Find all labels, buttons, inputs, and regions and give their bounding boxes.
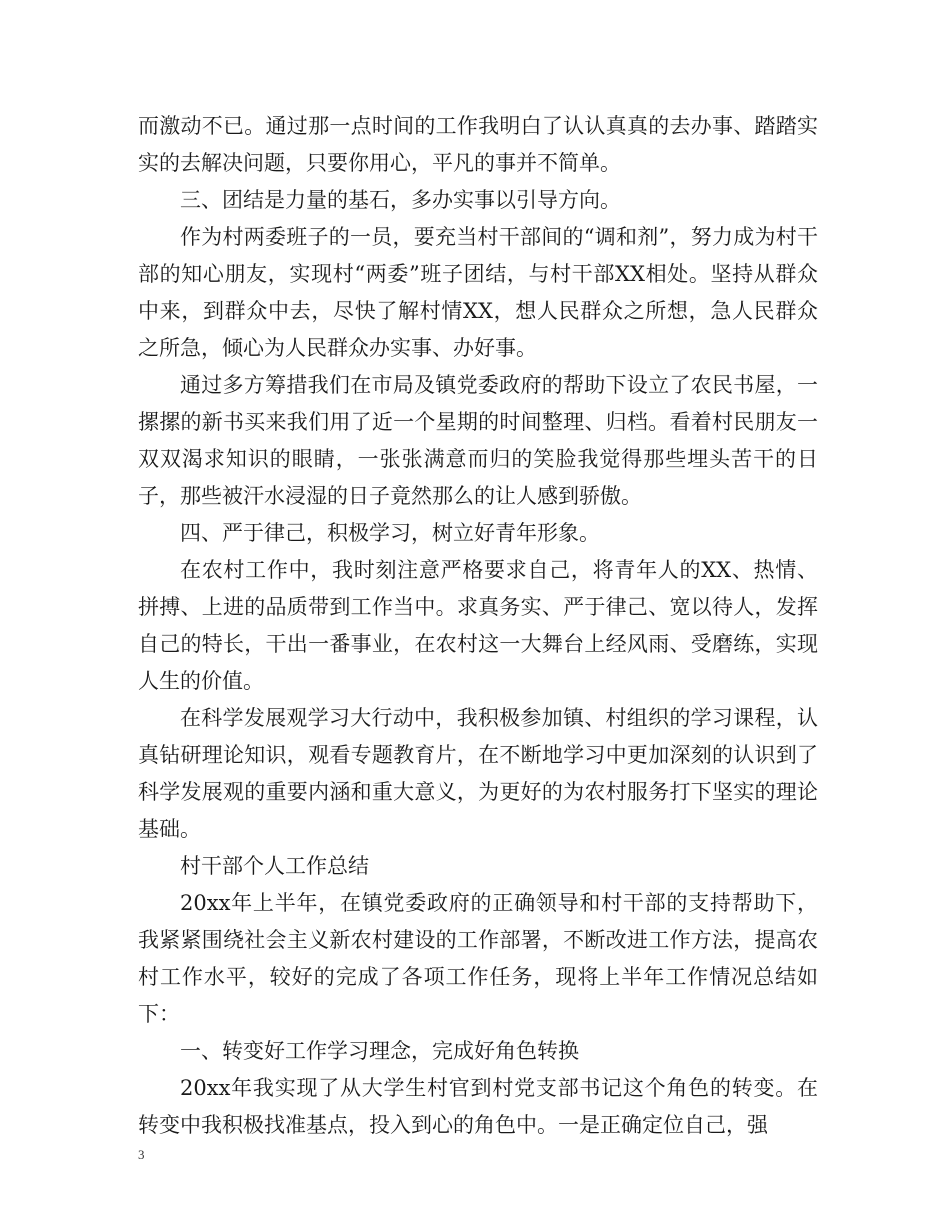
section-heading: 一、转变好工作学习理念，完成好角色转换 xyxy=(180,1039,579,1063)
paragraph: 通过多方筹措我们在市局及镇党委政府的帮助下设立了农民书屋，一摞摞的新书买来我们用了近一个星期的时间整理、归档。看着村民朋友一双双渴求知识的眼睛，一张张满意而归的笑脸我觉得那些埋头苦干的日子，那些被汗水浸湿的日子竟然那么的让人感到骄傲。 xyxy=(138,373,818,508)
paragraph: 而激动不已。通过那一点时间的工作我明白了认认真真的去办事、踏踏实实的去解决问题，只要你用心，平凡的事并不简单。 xyxy=(138,114,818,175)
paragraph: 20xx年我实现了从大学生村官到村党支部书记这个角色的转变。在转变中我积极找准基点，投入到心的角色中。一是正确定位自己，强 xyxy=(138,1076,818,1137)
document-body xyxy=(138,108,818,1144)
paragraph: 20xx年上半年，在镇党委政府的正确领导和村干部的支持帮助下，我紧紧围绕社会主义新农村建设的工作部署，不断改进工作方法，提高农村工作水平，较好的完成了各项工作任务，现将上半年工作情况总结如下： xyxy=(138,891,818,1026)
paragraph: 在农村工作中，我时刻注意严格要求自己，将青年人的XX、热情、拼搏、上进的品质带到工作当中。求真务实、严于律己、宽以待人，发挥自己的特长，干出一番事业，在农村这一大舞台上经风雨、受磨练，实现人生的价值。 xyxy=(138,558,818,693)
page-number: 3 xyxy=(138,1147,145,1162)
section-heading: 四、严于律己，积极学习，树立好青年形象。 xyxy=(180,521,600,545)
document-title: 村干部个人工作总结 xyxy=(180,854,369,878)
section-heading: 三、团结是力量的基石，多办实事以引导方向。 xyxy=(180,188,621,212)
paragraph: 作为村两委班子的一员，要充当村干部间的“调和剂”，努力成为村干部的知心朋友，实现村“两委”班子团结，与村干部XX相处。坚持从群众中来，到群众中去，尽快了解村情XX，想人民群众之所想，急人民群众之所急，倾心为人民群众办实事、办好事。 xyxy=(138,225,818,360)
paragraph: 在科学发展观学习大行动中，我积极参加镇、村组织的学习课程，认真钻研理论知识，观看专题教育片，在不断地学习中更加深刻的认识到了科学发展观的重要内涵和重大意义，为更好的为农村服务打下坚实的理论基础。 xyxy=(138,706,818,841)
